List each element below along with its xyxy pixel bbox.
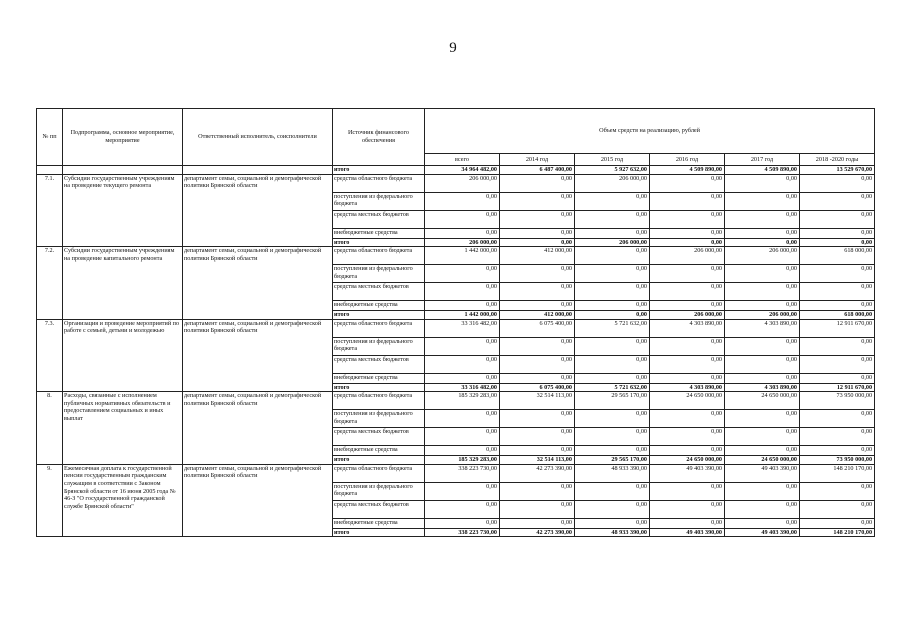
- amount-cell: 48 933 390,00: [575, 464, 650, 482]
- amount-cell: 0,00: [425, 265, 500, 283]
- total-value: 73 950 000,00: [800, 456, 875, 465]
- amount-cell: 12 911 670,00: [800, 319, 875, 337]
- total-value: 206 000,00: [425, 238, 500, 247]
- program-name: Субсидии государственным учреждениям на проведение текущего ремонта: [63, 174, 183, 247]
- amount-cell: 0,00: [800, 192, 875, 210]
- funding-source: поступления из федерального бюджета: [333, 410, 425, 428]
- total-value: 42 273 390,00: [500, 528, 575, 537]
- program-name: Ежемесячная доплата к государственной пенсии государственным гражданским служащим в соответствии с Законом Брянской области от 16 июня 2005 года № 46-З "О государственной гражданской службе Брянской области": [63, 464, 183, 537]
- amount-cell: 0,00: [725, 265, 800, 283]
- amount-cell: 0,00: [800, 265, 875, 283]
- page-number: 9: [449, 40, 457, 56]
- amount-cell: 206 000,00: [650, 247, 725, 265]
- total-label: итого: [333, 238, 425, 247]
- amount-cell: 0,00: [500, 210, 575, 228]
- total-value: 24 650 000,00: [725, 456, 800, 465]
- amount-cell: 412 000,00: [500, 247, 575, 265]
- amount-cell: 0,00: [725, 301, 800, 311]
- amount-cell: 0,00: [575, 210, 650, 228]
- amount-cell: 0,00: [500, 228, 575, 238]
- amount-cell: 73 950 000,00: [800, 392, 875, 410]
- total-value: 33 316 482,00: [425, 383, 500, 392]
- total-value: 206 000,00: [725, 311, 800, 320]
- amount-cell: 0,00: [425, 428, 500, 446]
- funding-source: средства областного бюджета: [333, 174, 425, 192]
- item-number: 9.: [37, 464, 63, 537]
- item-number: 8.: [37, 392, 63, 465]
- amount-cell: 0,00: [425, 283, 500, 301]
- budget-table: [36, 108, 875, 537]
- amount-cell: 0,00: [725, 446, 800, 456]
- total-value: 0,00: [575, 311, 650, 320]
- amount-cell: 0,00: [500, 174, 575, 192]
- amount-cell: 0,00: [500, 428, 575, 446]
- amount-cell: 0,00: [575, 192, 650, 210]
- total-label: итого: [333, 166, 425, 175]
- total-value: 49 403 390,00: [725, 528, 800, 537]
- amount-cell: 0,00: [575, 446, 650, 456]
- amount-cell: 206 000,00: [425, 174, 500, 192]
- funding-source: внебюджетные средства: [333, 446, 425, 456]
- amount-cell: 49 403 390,00: [650, 464, 725, 482]
- total-value: 5 721 632,00: [575, 383, 650, 392]
- amount-cell: 0,00: [800, 482, 875, 500]
- amount-cell: 24 650 000,00: [650, 392, 725, 410]
- total-value: 29 565 170,00: [575, 456, 650, 465]
- executor-name: департамент семьи, социальной и демографической политики Брянской области: [183, 464, 333, 537]
- amount-cell: 0,00: [575, 265, 650, 283]
- amount-cell: 0,00: [575, 247, 650, 265]
- table-row: [37, 464, 875, 482]
- amount-cell: 4 303 890,00: [650, 319, 725, 337]
- total-value: 0,00: [650, 238, 725, 247]
- amount-cell: 1 442 000,00: [425, 247, 500, 265]
- amount-cell: 0,00: [800, 283, 875, 301]
- total-value: 4 509 890,00: [725, 166, 800, 175]
- amount-cell: 33 316 482,00: [425, 319, 500, 337]
- header-program: Подпрограмма, основное мероприятие, мероприятие: [63, 109, 183, 166]
- amount-cell: 338 223 730,00: [425, 464, 500, 482]
- amount-cell: 0,00: [425, 192, 500, 210]
- amount-cell: 0,00: [650, 228, 725, 238]
- amount-cell: 0,00: [650, 410, 725, 428]
- total-value: 618 000,00: [800, 311, 875, 320]
- amount-cell: 0,00: [425, 210, 500, 228]
- header-source: Источник финансового обеспечения: [333, 109, 425, 166]
- amount-cell: 0,00: [800, 228, 875, 238]
- amount-cell: 0,00: [575, 500, 650, 518]
- total-value: 13 529 670,00: [800, 166, 875, 175]
- table-row: [37, 174, 875, 192]
- amount-cell: 0,00: [500, 373, 575, 383]
- program-name: Организация и проведение мероприятий по работе с семьей, детьми и молодежью: [63, 319, 183, 392]
- funding-source: средства областного бюджета: [333, 392, 425, 410]
- funding-source: внебюджетные средства: [333, 228, 425, 238]
- funding-source: внебюджетные средства: [333, 373, 425, 383]
- total-value: 5 927 632,00: [575, 166, 650, 175]
- amount-cell: 0,00: [575, 410, 650, 428]
- amount-cell: 0,00: [650, 174, 725, 192]
- total-label: итого: [333, 456, 425, 465]
- amount-cell: 0,00: [650, 373, 725, 383]
- amount-cell: 0,00: [800, 337, 875, 355]
- amount-cell: 0,00: [800, 355, 875, 373]
- amount-cell: 0,00: [425, 518, 500, 528]
- table-row: [37, 319, 875, 337]
- total-value: 338 223 730,00: [425, 528, 500, 537]
- item-number: 7.3.: [37, 319, 63, 392]
- amount-cell: 0,00: [650, 283, 725, 301]
- amount-cell: 0,00: [575, 283, 650, 301]
- amount-cell: 24 650 000,00: [725, 392, 800, 410]
- total-label: итого: [333, 383, 425, 392]
- amount-cell: 0,00: [425, 301, 500, 311]
- executor-name: департамент семьи, социальной и демографической политики Брянской области: [183, 174, 333, 247]
- funding-source: поступления из федерального бюджета: [333, 337, 425, 355]
- item-number: 7.2.: [37, 247, 63, 320]
- total-value: 206 000,00: [575, 238, 650, 247]
- amount-cell: 0,00: [800, 428, 875, 446]
- executor-name: департамент семьи, социальной и демографической политики Брянской области: [183, 247, 333, 320]
- amount-cell: 185 329 283,00: [425, 392, 500, 410]
- amount-cell: 0,00: [725, 337, 800, 355]
- amount-cell: 0,00: [725, 482, 800, 500]
- amount-cell: 0,00: [800, 500, 875, 518]
- header-year: всего: [425, 154, 500, 166]
- amount-cell: 0,00: [800, 410, 875, 428]
- program-name: Субсидии государственным учреждениям на проведение капитального ремонта: [63, 247, 183, 320]
- header-year: 2018 -2020 годы: [800, 154, 875, 166]
- amount-cell: 0,00: [500, 410, 575, 428]
- amount-cell: 0,00: [575, 518, 650, 528]
- total-value: 1 442 000,00: [425, 311, 500, 320]
- amount-cell: 32 514 113,00: [500, 392, 575, 410]
- header-year: 2014 год: [500, 154, 575, 166]
- total-value: 34 964 482,00: [425, 166, 500, 175]
- amount-cell: 0,00: [725, 373, 800, 383]
- amount-cell: 0,00: [500, 283, 575, 301]
- table-row: [37, 247, 875, 265]
- amount-cell: 0,00: [650, 210, 725, 228]
- top-total-row: [37, 166, 875, 175]
- amount-cell: 0,00: [650, 482, 725, 500]
- total-value: 0,00: [800, 238, 875, 247]
- header-year: 2017 год: [725, 154, 800, 166]
- program-name: Расходы, связанные с исполнением публичных нормативных обязательств и предоставлением социальных и иных выплат: [63, 392, 183, 465]
- table-row: [37, 392, 875, 410]
- total-value: 12 911 670,00: [800, 383, 875, 392]
- empty-cell: [63, 166, 183, 175]
- total-value: 6 075 400,00: [500, 383, 575, 392]
- amount-cell: 0,00: [575, 373, 650, 383]
- funding-source: внебюджетные средства: [333, 301, 425, 311]
- amount-cell: 0,00: [725, 283, 800, 301]
- total-value: 4 509 890,00: [650, 166, 725, 175]
- total-value: 148 210 170,00: [800, 528, 875, 537]
- amount-cell: 0,00: [575, 428, 650, 446]
- amount-cell: 0,00: [650, 265, 725, 283]
- amount-cell: 0,00: [725, 428, 800, 446]
- amount-cell: 0,00: [800, 301, 875, 311]
- funding-source: внебюджетные средства: [333, 518, 425, 528]
- header-year: 2015 год: [575, 154, 650, 166]
- amount-cell: 0,00: [575, 482, 650, 500]
- amount-cell: 0,00: [800, 210, 875, 228]
- amount-cell: 0,00: [650, 337, 725, 355]
- funding-source: поступления из федерального бюджета: [333, 265, 425, 283]
- executor-name: департамент семьи, социальной и демографической политики Брянской области: [183, 319, 333, 392]
- amount-cell: 0,00: [725, 228, 800, 238]
- amount-cell: 0,00: [650, 355, 725, 373]
- total-label: итого: [333, 311, 425, 320]
- amount-cell: 0,00: [725, 410, 800, 428]
- amount-cell: 0,00: [500, 355, 575, 373]
- executor-name: департамент семьи, социальной и демографической политики Брянской области: [183, 392, 333, 465]
- amount-cell: 0,00: [575, 355, 650, 373]
- amount-cell: 0,00: [650, 500, 725, 518]
- amount-cell: 0,00: [650, 301, 725, 311]
- amount-cell: 0,00: [425, 373, 500, 383]
- funding-source: средства местных бюджетов: [333, 355, 425, 373]
- total-value: 6 487 400,00: [500, 166, 575, 175]
- funding-source: средства местных бюджетов: [333, 283, 425, 301]
- amount-cell: 0,00: [500, 265, 575, 283]
- funding-source: поступления из федерального бюджета: [333, 482, 425, 500]
- amount-cell: 0,00: [500, 446, 575, 456]
- amount-cell: 0,00: [725, 500, 800, 518]
- total-value: 4 303 890,00: [650, 383, 725, 392]
- amount-cell: 0,00: [500, 518, 575, 528]
- amount-cell: 0,00: [650, 192, 725, 210]
- empty-cell: [37, 166, 63, 175]
- total-value: 48 933 390,00: [575, 528, 650, 537]
- amount-cell: 42 273 390,00: [500, 464, 575, 482]
- amount-cell: 0,00: [425, 410, 500, 428]
- amount-cell: 0,00: [500, 482, 575, 500]
- total-value: 24 650 000,00: [650, 456, 725, 465]
- funding-source: средства областного бюджета: [333, 319, 425, 337]
- total-label: итого: [333, 528, 425, 537]
- empty-cell: [183, 166, 333, 175]
- amount-cell: 206 000,00: [575, 174, 650, 192]
- header-executor: Ответственный исполнитель, соисполнители: [183, 109, 333, 166]
- amount-cell: 4 303 890,00: [725, 319, 800, 337]
- amount-cell: 0,00: [500, 337, 575, 355]
- funding-source: поступления из федерального бюджета: [333, 192, 425, 210]
- amount-cell: 618 000,00: [800, 247, 875, 265]
- amount-cell: 148 210 170,00: [800, 464, 875, 482]
- total-value: 412 000,00: [500, 311, 575, 320]
- amount-cell: 0,00: [725, 210, 800, 228]
- funding-source: средства местных бюджетов: [333, 210, 425, 228]
- amount-cell: 29 565 170,00: [575, 392, 650, 410]
- amount-cell: 0,00: [650, 518, 725, 528]
- amount-cell: 0,00: [725, 192, 800, 210]
- total-value: 0,00: [500, 238, 575, 247]
- total-value: 185 329 283,00: [425, 456, 500, 465]
- amount-cell: 0,00: [425, 446, 500, 456]
- amount-cell: 0,00: [800, 373, 875, 383]
- total-value: 206 000,00: [650, 311, 725, 320]
- funding-source: средства областного бюджета: [333, 464, 425, 482]
- amount-cell: 0,00: [650, 446, 725, 456]
- amount-cell: 0,00: [500, 301, 575, 311]
- total-value: 4 303 890,00: [725, 383, 800, 392]
- amount-cell: 0,00: [425, 228, 500, 238]
- amount-cell: 5 721 632,00: [575, 319, 650, 337]
- amount-cell: 0,00: [800, 518, 875, 528]
- amount-cell: 0,00: [575, 228, 650, 238]
- amount-cell: 0,00: [650, 428, 725, 446]
- amount-cell: 0,00: [725, 174, 800, 192]
- total-value: 0,00: [725, 238, 800, 247]
- item-number: 7.1.: [37, 174, 63, 247]
- amount-cell: 0,00: [800, 446, 875, 456]
- amount-cell: 0,00: [800, 174, 875, 192]
- funding-source: средства местных бюджетов: [333, 428, 425, 446]
- amount-cell: 0,00: [500, 500, 575, 518]
- amount-cell: 0,00: [425, 482, 500, 500]
- amount-cell: 6 075 400,00: [500, 319, 575, 337]
- amount-cell: 0,00: [725, 518, 800, 528]
- amount-cell: 49 403 390,00: [725, 464, 800, 482]
- amount-cell: 0,00: [500, 192, 575, 210]
- amount-cell: 0,00: [425, 355, 500, 373]
- amount-cell: 0,00: [575, 337, 650, 355]
- header-volume: Объем средств на реализацию, рублей: [425, 109, 875, 154]
- amount-cell: 0,00: [425, 337, 500, 355]
- total-value: 49 403 390,00: [650, 528, 725, 537]
- header-year: 2016 год: [650, 154, 725, 166]
- amount-cell: 0,00: [575, 301, 650, 311]
- amount-cell: 206 000,00: [725, 247, 800, 265]
- funding-source: средства местных бюджетов: [333, 500, 425, 518]
- funding-source: средства областного бюджета: [333, 247, 425, 265]
- amount-cell: 0,00: [725, 355, 800, 373]
- amount-cell: 0,00: [425, 500, 500, 518]
- header-num: № пп: [37, 109, 63, 166]
- total-value: 32 514 113,00: [500, 456, 575, 465]
